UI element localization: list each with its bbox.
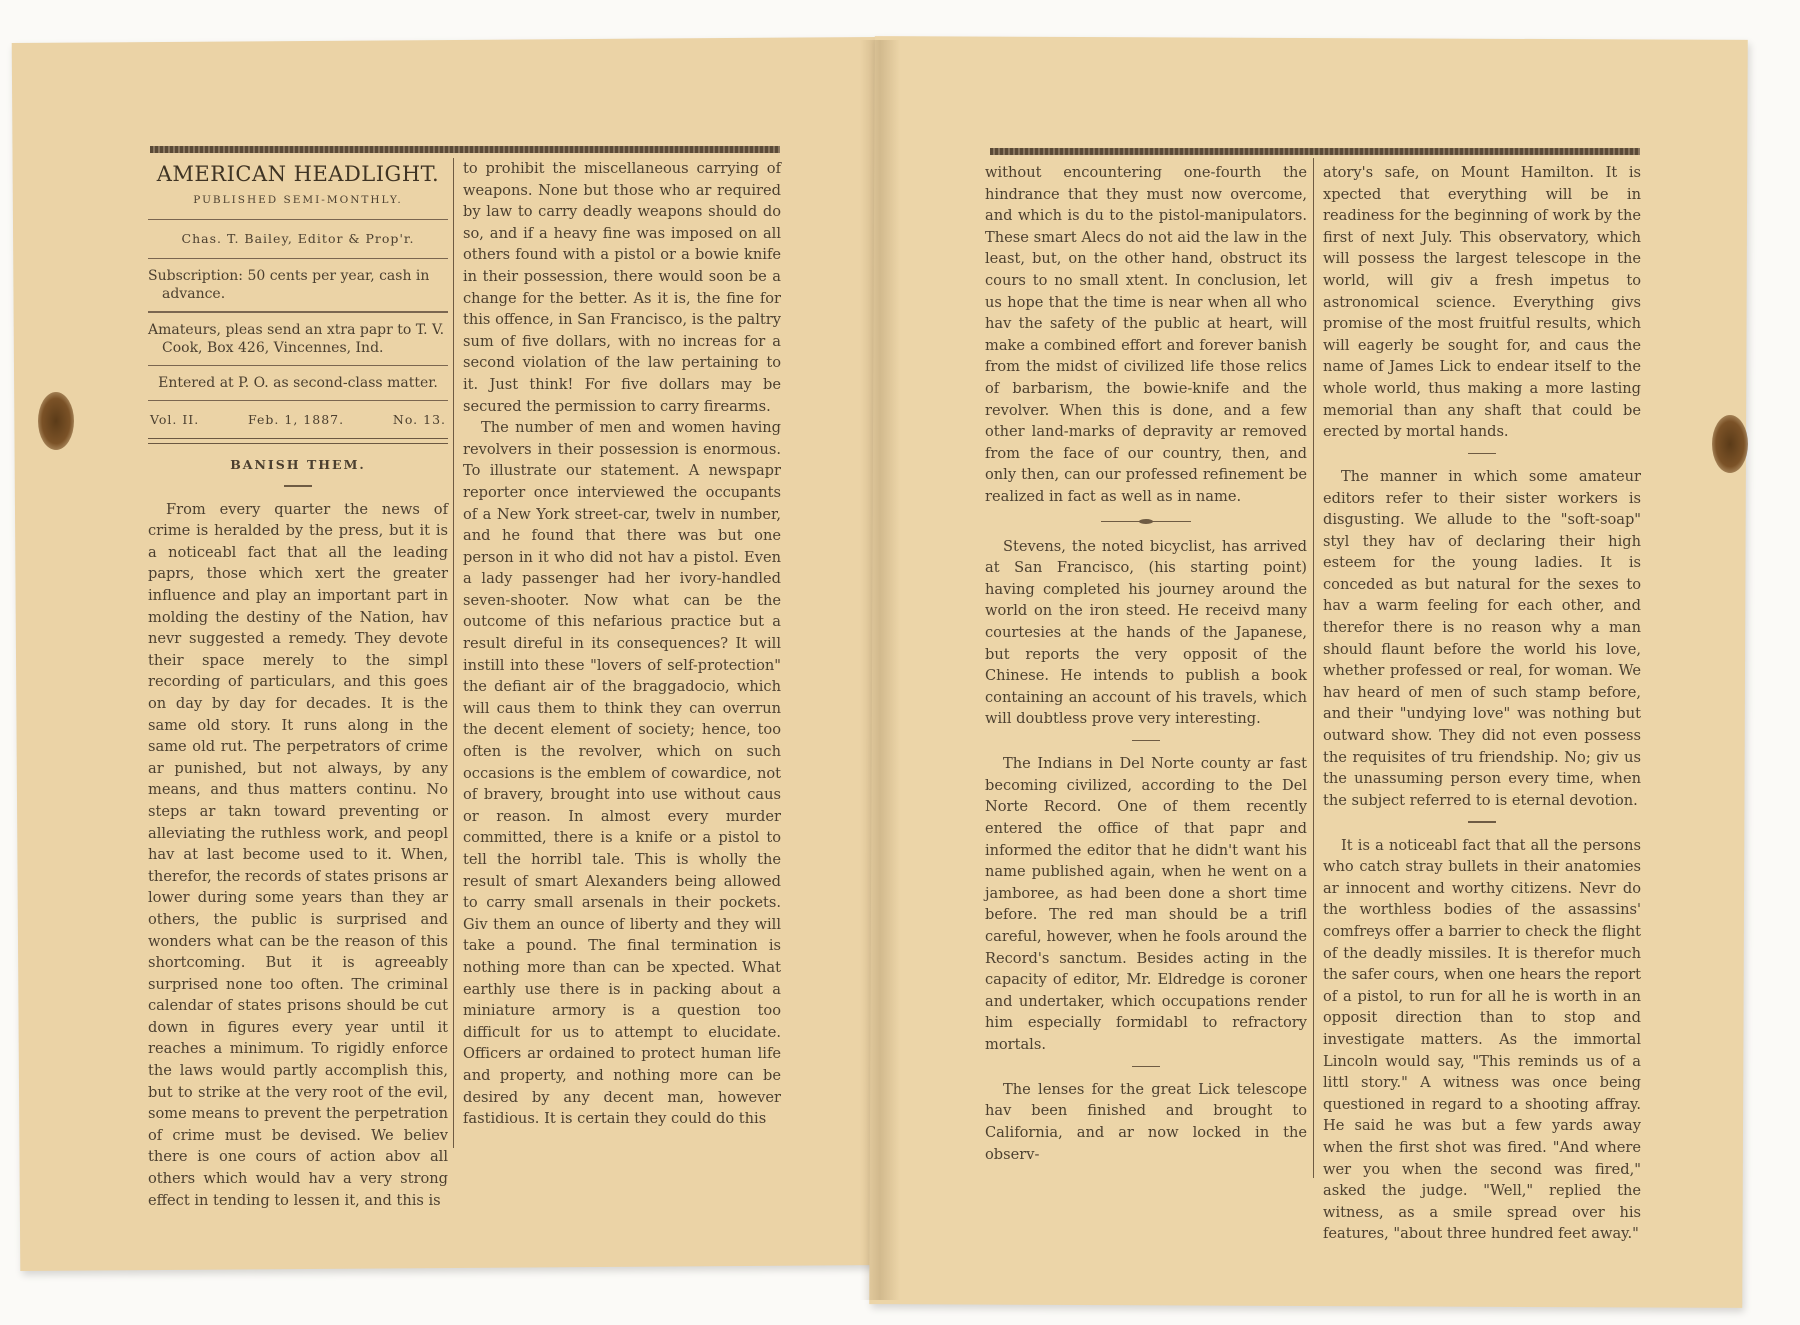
- ornamental-divider: [1101, 521, 1191, 522]
- issue-number: No. 13.: [392, 412, 446, 428]
- left-column-1: [148, 160, 448, 1211]
- masthead-amateurs: Amateurs, pleas send an xtra papr to T. V. Cook, Box 426, Vincennes, Ind.: [148, 321, 445, 356]
- news-item-indians: The Indians in Del Norte county ar fast becoming civilized, according to the Del Norte Record. One of them recently entered the office of that papr and informed the editor that he didn't want his name published again, when he went on a jamboree, as had been done a short time before. The red man should be a trifl careful, however, when he fools around the Record's sanctum. Besides acting in the capacity of editor, Mr. Eldredge is coroner and undertaker, which occupations render him especially formidabl to refractory mortals.: [985, 755, 1307, 1053]
- news-item-soft-soap: The manner in which some amateur editors refer to their sister workers is disgusting. We allude to the "soft-soap" styl they hav of declaring their high esteem for the young ladies. It is conceded as but natural for the sexes to hav a warm feeling for each other, and therefor there is no reason why a man should flaunt before the world his love, whether professed or real, for woman. We hav heard of men of such stamp before, and their "undying love" was nothing but outward show. They did not even possess the requisites of tru friendship. No; giv us the unassuming person every time, when the subject referred to is eternal devotion.: [1323, 467, 1641, 809]
- masthead-subscription: Subscription: 50 cents per year, cash in advance.: [148, 268, 430, 303]
- article-paragraph: The number of men and women having revolvers in their possession is enormous. To illustrate our statement. A newspapr reporter once interviewed the occupants of a New York street-car, twelv in number, and he found that there was but one person in it who did not hav a pistol. Even a lady passenger had her ivory-handled seven-shooter. Now what can be the outcome of this nefarious practice but a result direful in its consequences? It will instill into these "lovers of self-protection" the defiant air of the braggadocio, which will caus them to think they can overrun the decent element of society; hence, too often is the revolver, which on such occasions is the emblem of cowardice, not of bravery, brought into use without caus or reason. In almost every murder committed, there is a knife or a pistol to tell the horribl tale. This is wholly the result of smart Alexanders being allowed to carry small arsenals in their pockets. Giv them an ounce of liberty and they will take a pound. The final termination is nothing more than can be xpected. What earthly use there is in packing about a miniature armory is a question too difficult for us to attempt to elucidate. Officers ar ordained to protect human life and property, and nothing more can be desired by any decent man, however fastidious. It is certain they could do this: [463, 419, 781, 1128]
- item-dash: [1132, 740, 1160, 741]
- column-rule-left: [453, 158, 454, 1148]
- issue-date: Feb. 1, 1887.: [248, 412, 345, 428]
- masthead-divider: [148, 258, 448, 259]
- news-item-lick-continued: atory's safe, on Mount Hamilton. It is xpected that everything will be in readiness for the beginning of work by the first of next July. This observatory, which will possess the largest telescope in the world, will giv a fresh impetus to astronomical science. Everything givs promise of the most fruitful results, which will eagerly be sought for, and caus the name of James Lick to endear itself to the whole world, thus making a more lasting memorial than any shaft that could be erected by mortal hands.: [1323, 164, 1641, 441]
- binding-hole-left: [38, 392, 74, 450]
- left-column-2: [463, 158, 781, 1130]
- article-heading: BANISH THEM.: [230, 456, 366, 472]
- masthead-subtitle: PUBLISHED SEMI-MONTHLY.: [193, 193, 403, 206]
- top-rule-left: [150, 146, 780, 153]
- article-paragraph: From every quarter the news of crime is heralded by the press, but it is a noticeabl fact that all the leading paprs, those which xert the greater influence and play an important part in molding the destiny of the Nation, hav nevr suggested a remedy. They devote their space merely to the simpl recording of particulars, and this goes on day by day for decades. It is the same old story. It runs along in the same old rut. The perpetrators of crime ar punished, but not always, by any means, and thus matters continu. No steps ar takn toward preventing or alleviating the ruthless work, and peopl hav at last become used to it. When, therefor, the records of states prisons ar lower during some years than they ar others, the public is surprised and wonders what can be the reason of this shortcoming. But it is agreeably surprised none too often. The criminal calendar of states prisons should be cut down in figures every year until it reaches a minimum. To rigidly enforce the laws would partly accomplish this, but to strike at the very root of the evil, some means to prevent the perpetration of crime must be devised. We believ there is one cours of action abov all others which would hav a very strong effect in tending to lessen it, and this is: [148, 500, 448, 1209]
- article-paragraph: without encountering one-fourth the hindrance that they must now overcome, and which is du to the pistol-manipulators. These smart Alecs do not aid the law in the least, but, on the other hand, obstruct its cours to no small xtent. In conclusion, let us hope that the time is near when all who hav the safety of the public at heart, will make a combined effort and forever banish from the midst of civilized life those relics of barbarism, the bowie-knife and the revolver. When this is done, and a few other land-marks of depravity ar removed from the face of our country, then, and only then, can our professed refinement be realized in fact as well as in name.: [985, 164, 1307, 505]
- issue-line: [148, 409, 448, 431]
- item-dash: [1468, 821, 1496, 822]
- news-item-stevens: Stevens, the noted bicyclist, has arrived at San Francisco, (his starting point) having completed his journey around the world on the iron steed. He receivd many courtesies at the hands of the Japanese, but reports the very opposit of the Chinese. He intends to publish a book containing an account of his travels, which will doubtless prove very interesting.: [985, 537, 1307, 728]
- article-paragraph: to prohibit the miscellaneous carrying of weapons. None but those who ar required by law to carry deadly weapons should do so, and if a heavy fine was imposed on all others found with a pistol or a bowie knife in their possession, there would soon be a change for the better. As it is, the fine for this offence, in San Francisco, is the paltry sum of five dollars, with no increas for a second violation of the law pertaining to it. Just think! For five dollars may be secured the permission to carry firearms.: [463, 160, 781, 415]
- item-dash: [1132, 1066, 1160, 1067]
- masthead-divider: [148, 311, 448, 312]
- top-rule-right: [990, 148, 1640, 155]
- item-dash: [1468, 453, 1496, 454]
- issue-volume: Vol. II.: [150, 412, 200, 428]
- news-item-lick-telescope: The lenses for the great Lick telescope hav been finished and brought to California, and ar now locked in the observ-: [985, 1080, 1307, 1163]
- masthead: [148, 164, 448, 444]
- column-rule-right: [1313, 158, 1314, 1178]
- masthead-editor: Chas. T. Bailey, Editor & Prop'r.: [181, 231, 415, 247]
- masthead-title: AMERICAN HEADLIGHT.: [156, 162, 440, 186]
- masthead-divider: [148, 365, 448, 366]
- news-item-stray-bullets: It is a noticeabl fact that all the persons who catch stray bullets in their anatomies ar innocent and worthy citizens. Nevr do the worthless bodies of the assassins' comfreys offer a barrier to check the flight of the deadly missiles. It is therefor much the safer cours, when one hears the report of a pistol, to run for all he is worth in an opposit direction than to stop and investigate matters. As the immortal Lincoln would say, "This reminds us of a littl story." A witness was once being questioned in regard to a shooting affray. He said he was but a few yards away when the first shot was fired. "And where wer you when the second was fired," asked the judge. "Well," replied the witness, as a smile spread over his features, "about three hundred feet away.": [1323, 836, 1641, 1243]
- right-column-1: [985, 162, 1307, 1165]
- masthead-divider: [148, 400, 448, 401]
- page-gutter: [860, 40, 900, 1300]
- heading-dash: [284, 485, 312, 486]
- masthead-double-rule: [148, 438, 448, 444]
- binding-hole-right: [1712, 415, 1748, 473]
- right-column-2: [1323, 162, 1641, 1245]
- masthead-entered: Entered at P. O. as second-class matter.: [158, 374, 438, 391]
- masthead-divider: [148, 219, 448, 220]
